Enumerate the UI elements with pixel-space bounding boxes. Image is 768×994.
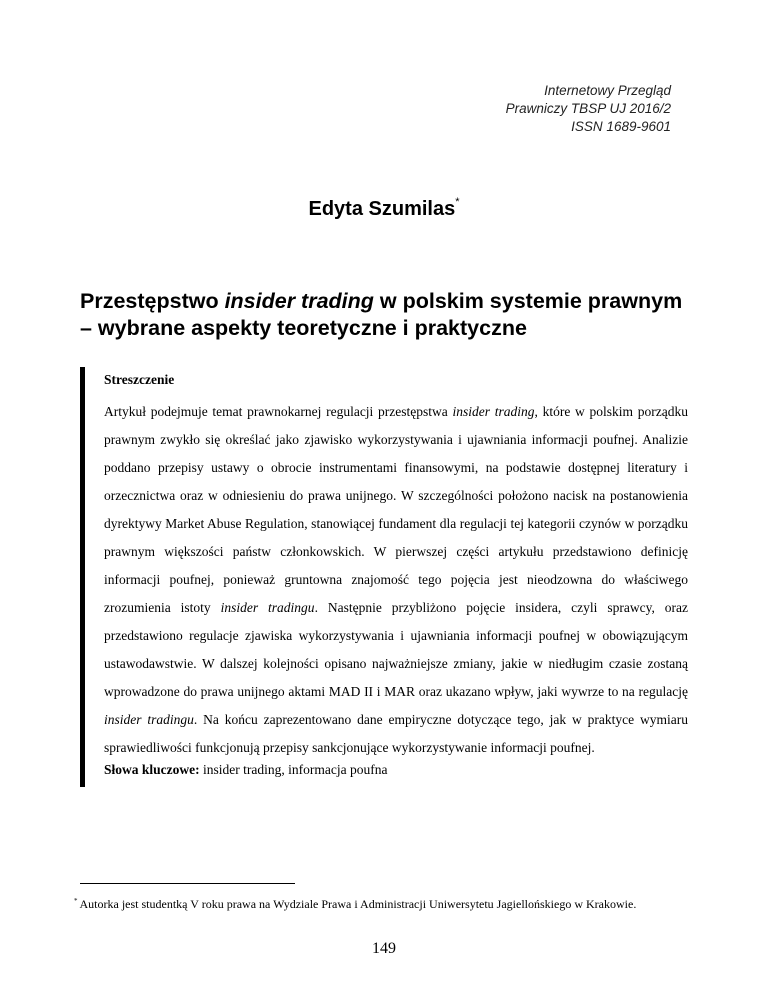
- footnote-rule: [80, 883, 295, 884]
- author-name: Edyta Szumilas: [308, 198, 456, 220]
- keywords: [104, 762, 387, 778]
- journal-issn: ISSN 1689-9601: [571, 119, 671, 134]
- title-italic: insider trading: [224, 289, 374, 313]
- abstract-text-2: , które w polskim porządku prawnym zwykło się określać jako zjawisko wykorzystywania i ujawniania informacji poufnej. Analizie poddano przepisy ustawy o obrocie instrumentami finansowymi, na podstawie dostępnej literatury i orzecznictwa oraz w odniesieniu do prawa unijnego. W szczególności położono nacisk na postanowienia dyrektywy Market Abuse Regulation, stanowiącej fundament dla regulacji tej kategorii czynów w porządku prawnym większości państw członkowskich. W pierwszej części artykułu przedstawiono definicję informacji poufnej, ponieważ gruntowna znajomość tego pojęcia jest nieodzowna do właściwego zrozumienia istoty: [104, 404, 688, 615]
- author-footnote-marker: *: [455, 196, 460, 209]
- article-title: [80, 288, 700, 342]
- abstract-text: [104, 398, 688, 762]
- abstract-text-1: Artykuł podejmuje temat prawnokarnej regulacji przestępstwa: [104, 404, 453, 419]
- abstract-italic-1: insider trading: [452, 404, 535, 419]
- journal-name-line2: Prawniczy TBSP UJ 2016/2: [505, 101, 671, 116]
- journal-header: [506, 82, 671, 136]
- journal-name-line1: Internetowy Przegląd: [544, 83, 671, 98]
- abstract-italic-3: insider tradingu: [104, 712, 194, 727]
- abstract-text-3: . Następnie przybliżono pojęcie insidera, czyli sprawcy, oraz przedstawiono regulacje zjawiska wykorzystywania i ujawniania informacji poufnej w obowiązującym ustawodawstwie. W dalszej kolejności opisano najważniejsze zmiany, jakie w niedługim czasie zostaną wprowadzone do prawa unijnego aktami MAD II i MAR oraz ukazano wpływ, jaki wywrze to na regulację: [104, 600, 688, 699]
- footnote: [74, 893, 688, 912]
- footnote-text: Autorka jest studentką V roku prawa na Wydziale Prawa i Administracji Uniwersytetu Jagiellońskiego w Krakowie.: [79, 897, 637, 911]
- keywords-value: insider trading, informacja poufna: [199, 762, 388, 777]
- keywords-label: Słowa kluczowe:: [104, 762, 200, 777]
- title-part1: Przestępstwo: [80, 289, 225, 313]
- abstract-heading: Streszczenie: [104, 372, 175, 387]
- page-number: 149: [372, 940, 396, 957]
- abstract-italic-2: insider tradingu: [220, 600, 315, 615]
- abstract-side-bar: [80, 367, 85, 787]
- title-part2: w polskim systemie prawnym – wybrane aspekty teoretyczne i praktyczne: [80, 289, 683, 340]
- author-name-block: [0, 198, 768, 221]
- abstract-text-4: . Na końcu zaprezentowano dane empiryczne dotyczące tego, jak w praktyce wymiaru sprawiedliwości funkcjonują przepisy sankcjonujące wykorzystywanie informacji poufnej.: [104, 712, 688, 755]
- footnote-marker: *: [74, 897, 78, 905]
